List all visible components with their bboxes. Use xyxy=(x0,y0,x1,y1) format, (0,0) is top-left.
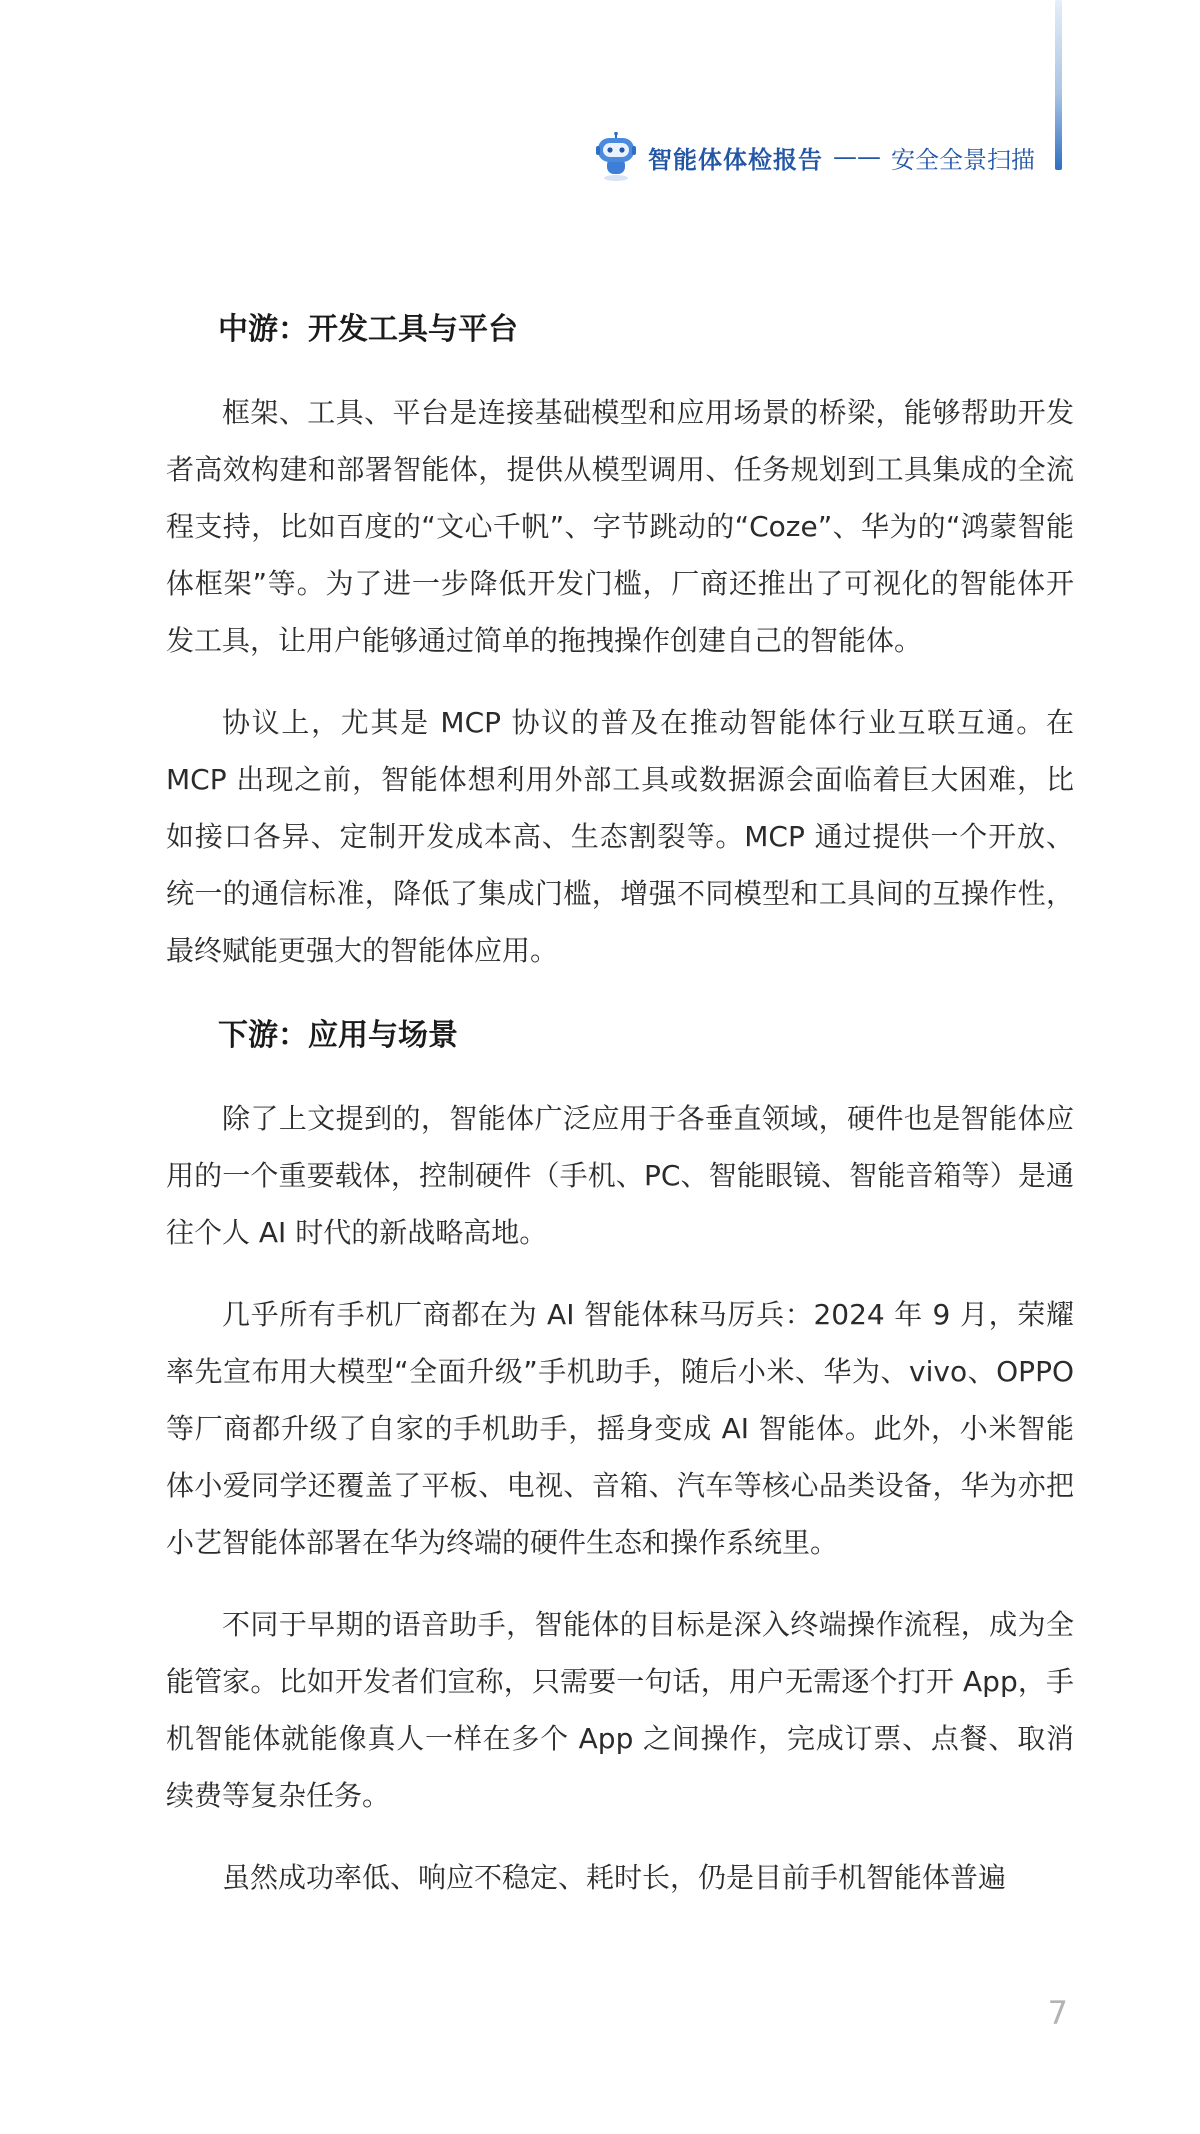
paragraph: 虽然成功率低、响应不稳定、耗时长，仍是目前手机智能体普遍 xyxy=(222,1861,1007,1894)
robot-mascot-icon xyxy=(594,132,638,182)
header-title: 智能体体检报告 xyxy=(648,145,823,174)
article-body xyxy=(166,298,1074,1931)
paragraph: 框架、工具、平台是连接基础模型和应用场景的桥梁，能够帮助开发者高效构建和部署智能体，提供从模型调用、任务规划到工具集成的全流程支持，比如百度的“文心千帆”、字节跳动的“Coze”、华为的“鸿蒙智能体框架”等。为了进一步降低开发门槛，厂商还推出了可视化的智能体开发工具，让用户能够通过简单的拖拽操作创建自己的智能体。 xyxy=(166,396,1074,657)
section-midstream xyxy=(166,298,1074,979)
header-subtitle: 安全全景扫描 xyxy=(891,145,1035,174)
section-heading: 下游：应用与场景 xyxy=(218,1018,458,1053)
paragraph: 几乎所有手机厂商都在为 AI 智能体秣马厉兵：2024 年 9 月，荣耀率先宣布用大模型“全面升级”手机助手，随后小米、华为、vivo、OPPO 等厂商都升级了自家的手机助手，摇身变成 AI 智能体。此外，小米智能体小爱同学还覆盖了平板、电视、音箱、汽车等核心品类设备，华为亦把小艺智能体部署在华为终端的硬件生态和操作系统里。 xyxy=(166,1298,1074,1559)
header-accent-bar xyxy=(1055,0,1062,170)
section-downstream xyxy=(166,1004,1074,1906)
header-separator: —— xyxy=(833,143,881,171)
section-heading: 中游：开发工具与平台 xyxy=(218,312,518,347)
page-number: 7 xyxy=(1047,1994,1068,2032)
paragraph: 除了上文提到的，智能体广泛应用于各垂直领域，硬件也是智能体应用的一个重要载体，控制硬件（手机、PC、智能眼镜、智能音箱等）是通往个人 AI 时代的新战略高地。 xyxy=(166,1102,1074,1249)
paragraph: 不同于早期的语音助手，智能体的目标是深入终端操作流程，成为全能管家。比如开发者们宣称，只需要一句话，用户无需逐个打开 App，手机智能体就能像真人一样在多个 App 之间操作，完成订票、点餐、取消续费等复杂任务。 xyxy=(166,1608,1074,1812)
page-header xyxy=(594,132,1035,182)
paragraph: 协议上，尤其是 MCP 协议的普及在推动智能体行业互联互通。在 MCP 出现之前，智能体想利用外部工具或数据源会面临着巨大困难，比如接口各异、定制开发成本高、生态割裂等。MCP 通过提供一个开放、统一的通信标准，降低了集成门槛，增强不同模型和工具间的互操作性，最终赋能更强大的智能体应用。 xyxy=(166,706,1074,967)
